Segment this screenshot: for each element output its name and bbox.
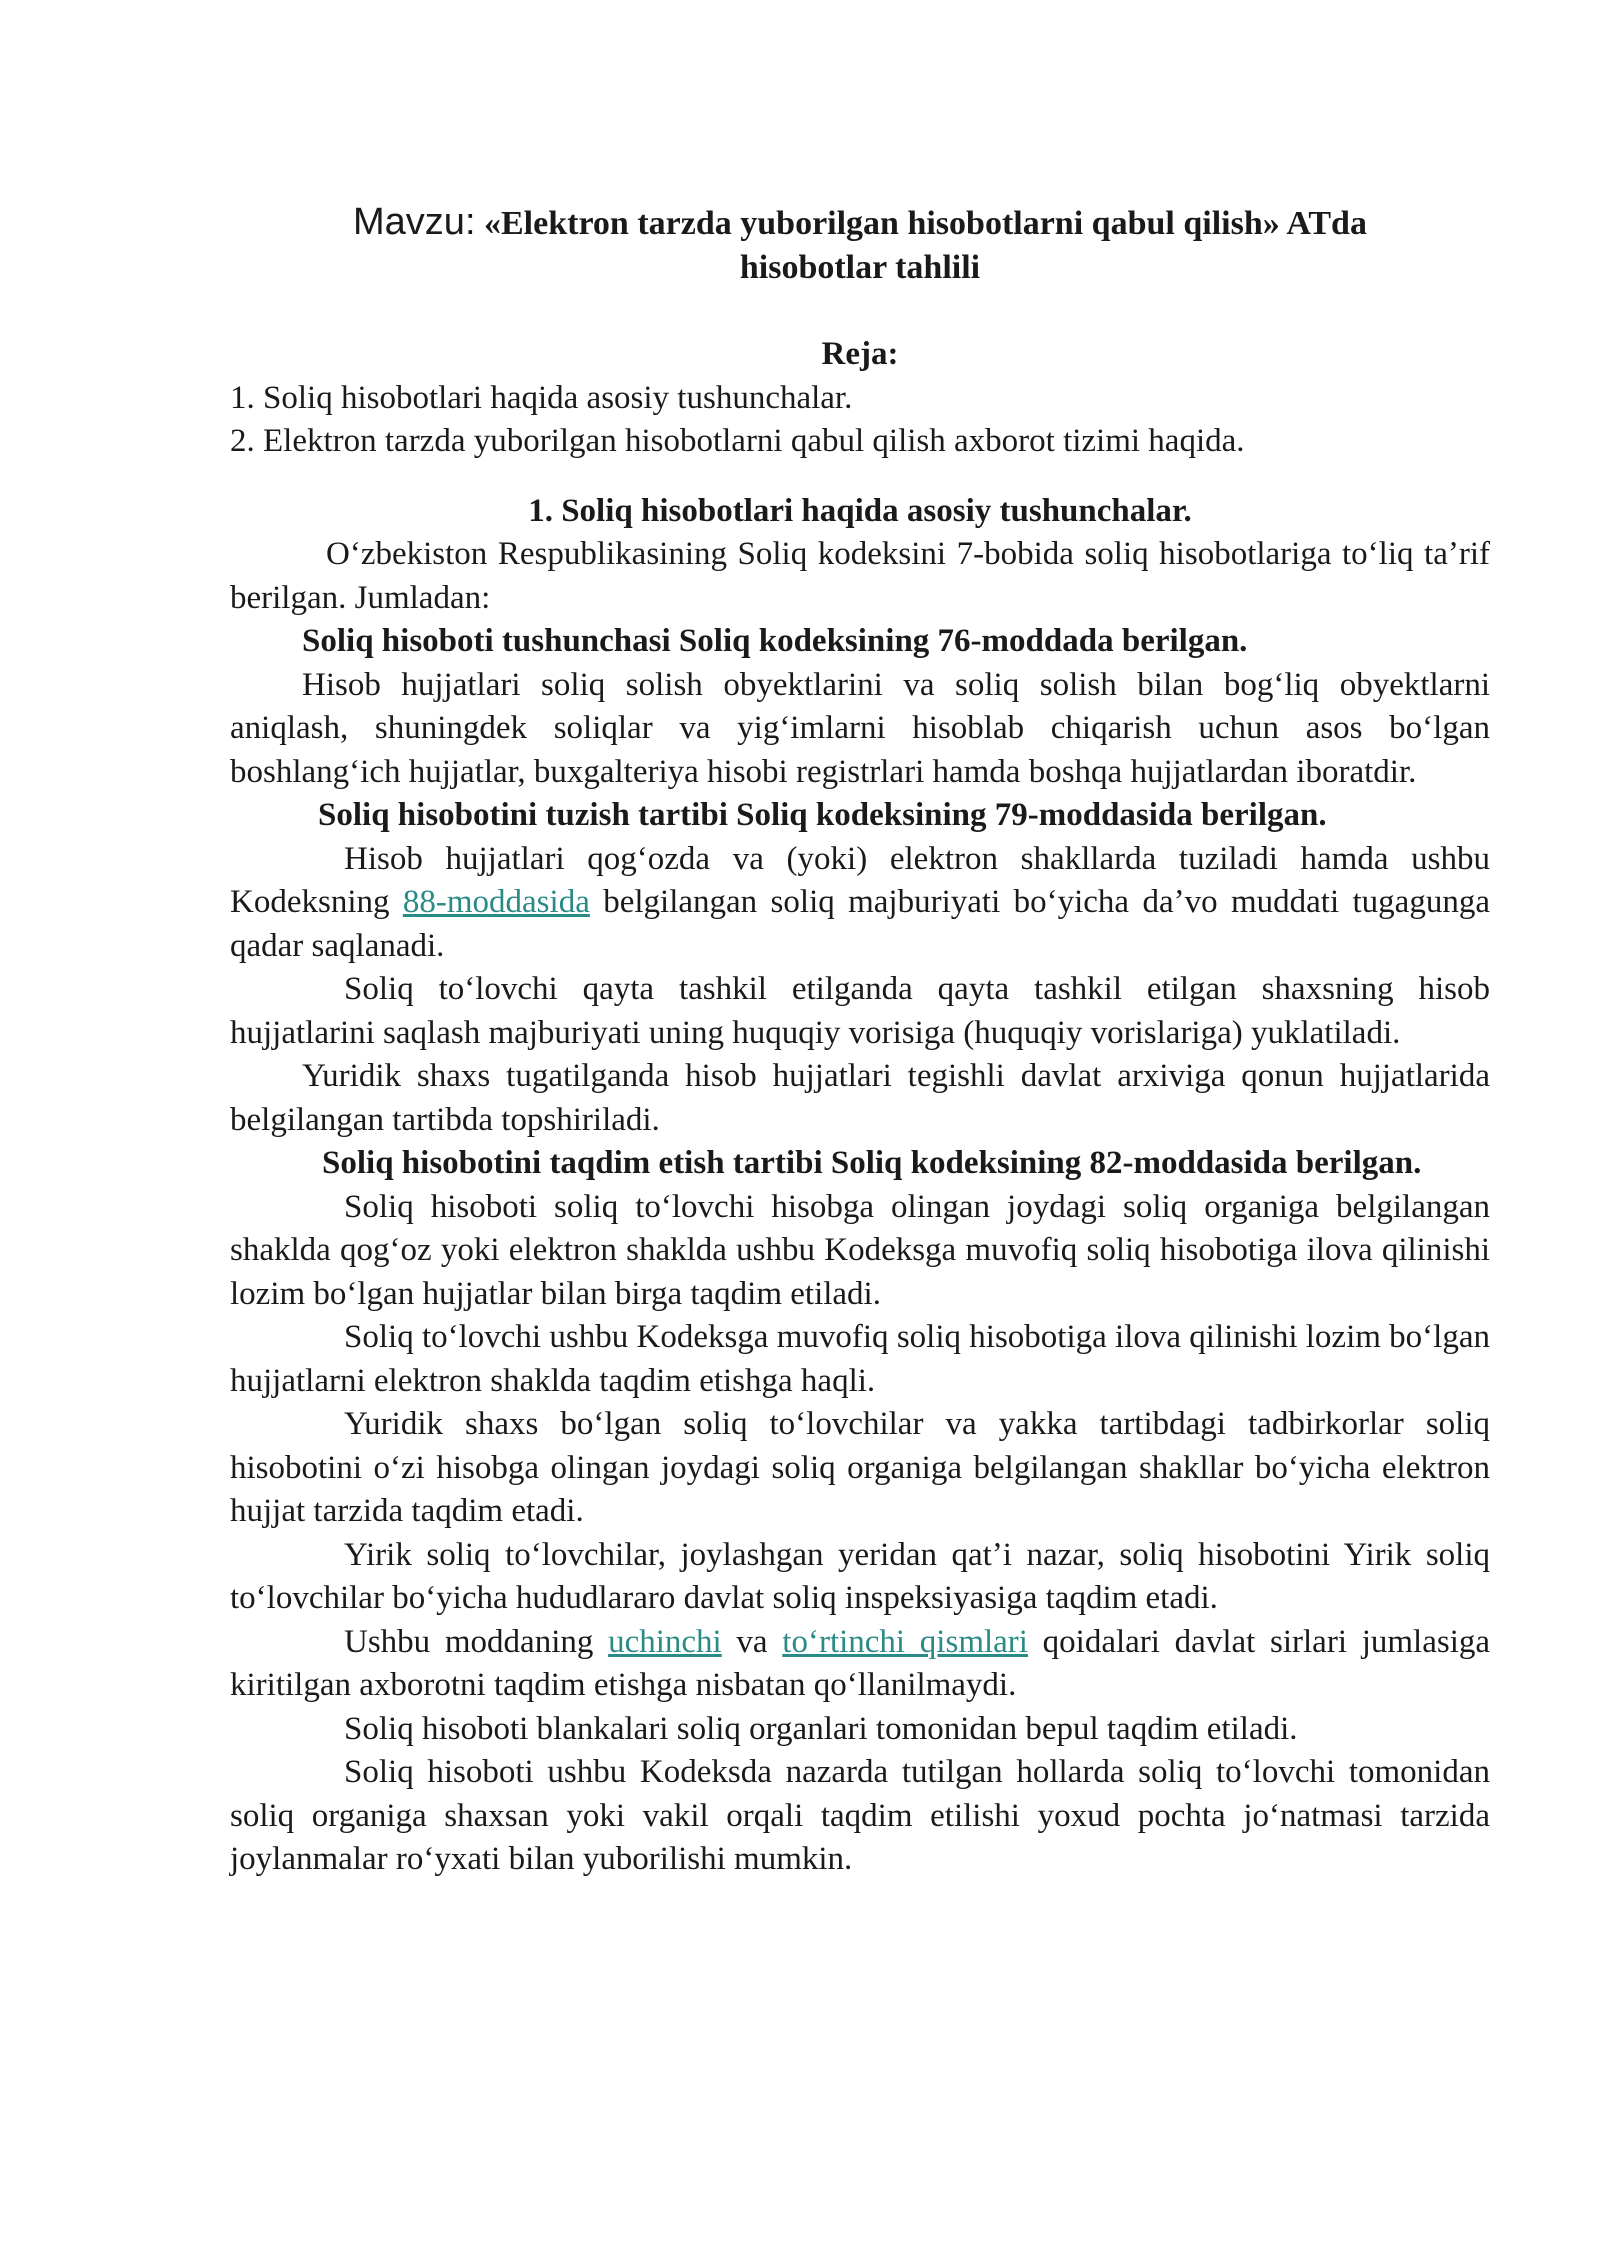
plan-heading: Reja: (821, 336, 899, 372)
document-title (230, 200, 1490, 290)
plan-item-1: 1. Soliq hisobotlari haqida asosiy tushunchalar. (230, 379, 853, 416)
title-main: «Elektron tarzda yuborilgan hisobotlarni qabul qilish» ATda (484, 205, 1367, 242)
subsection-heading-79: Soliq hisobotini tuzish tartibi Soliq kodeksining 79-moddasida berilgan. (318, 797, 1327, 833)
paragraph-qogozda (230, 838, 1490, 969)
plan-item-2: 2. Elektron tarzda yuborilgan hisobotlarni qabul qilish axborot tizimi haqida. (230, 423, 1245, 459)
title-line2: hisobotlar tahlili (739, 249, 981, 286)
title-prefix: Mavzu: (353, 201, 476, 243)
text-fragment: qoidalari davlat sirlari jumlasiga kiritilgan axborotni taqdim etishga nisbatan qoʻllanilmaydi. (230, 1623, 1491, 1703)
spacer (230, 464, 1490, 490)
text-fragment: Ushbu moddaning (344, 1623, 609, 1660)
text-fragment: Hisob hujjatlari qogʻozda va (yoki) elektron shakllarda tuziladi hamda ushbu Kodeksning (230, 840, 1490, 920)
spacer (230, 290, 1490, 333)
paragraph-hisob-hujjatlari: Hisob hujjatlari soliq solish obyektlarini va soliq solish bilan bogʻliq obyektlarni aniqlash, shuningdek soliqlar va yigʻimlarni hisoblab chiqarish uchun asos boʻlgan boshlangʻich hujjatlar, buxgalteriya hisobi registrlari hamda boshqa hujjatlardan iboratdir. (230, 666, 1490, 790)
intro-paragraph: Oʻzbekiston Respublikasining Soliq kodeksini 7-bobida soliq hisobotlariga toʻliq taʼrif berilgan. Jumladan: (230, 536, 1490, 616)
paragraph-yirik: Yirik soliq toʻlovchilar, joylashgan yeridan qatʼi nazar, soliq hisobotini Yirik soliq toʻlovchilar boʻyicha hududlararo davlat soliq inspeksiyasiga taqdim etadi. (230, 1536, 1490, 1616)
paragraph-ilova: Soliq toʻlovchi ushbu Kodeksga muvofiq soliq hisobotiga ilova qilinishi lozim boʻlgan hujjatlarni elektron shaklda taqdim etishga haqli. (230, 1319, 1490, 1399)
paragraph-blankalari: Soliq hisoboti blankalari soliq organlari tomonidan bepul taqdim etiladi. (344, 1710, 1298, 1747)
section-heading: 1. Soliq hisobotlari haqida asosiy tushunchalar. (528, 492, 1192, 529)
paragraph-yuridik-shaxs: Yuridik shaxs boʻlgan soliq toʻlovchilar va yakka tartibdagi tadbirkorlar soliq hisobotini oʻzi hisobga olingan joydagi soliq organiga belgilangan shakllar boʻyicha elektron hujjat tarzida taqdim etadi. (230, 1406, 1490, 1529)
link-uchinchi[interactable]: uchinchi (608, 1623, 722, 1660)
paragraph-qayta-tashkil: Soliq toʻlovchi qayta tashkil etilganda qayta tashkil etilgan shaxsning hisob hujjatlarini saqlash majburiyati uning huquqiy vorisiga (huquqiy vorislariga) yuklatiladi. (230, 971, 1490, 1051)
text-fragment: belgilangan soliq majburiyati boʻyicha daʼvo muddati tugagunga qadar saqlanadi. (230, 884, 1490, 964)
link-88-moddasida[interactable]: 88-moddasida (402, 884, 590, 920)
document-page (230, 200, 1490, 1882)
paragraph-moddaning (230, 1621, 1490, 1708)
paragraph-soliq-hisoboti: Soliq hisoboti soliq toʻlovchi hisobga olingan joydagi soliq organiga belgilangan shaklda qogʻoz yoki elektron shaklda ushbu Kodeksga muvofiq soliq hisobotiga ilova qilinishi lozim boʻlgan hujjatlar bilan birga taqdim etiladi. (230, 1188, 1490, 1312)
text-fragment: va (721, 1623, 783, 1660)
paragraph-pochta: Soliq hisoboti ushbu Kodeksda nazarda tutilgan hollarda soliq toʻlovchi tomonidan soliq organiga shaxsan yoki vakil orqali taqdim etilishi yoxud pochta joʻnatmasi tarzida joylanmalar roʻyxati bilan yuborilishi mumkin. (230, 1754, 1490, 1877)
paragraph-tugatilganda: Yuridik shaxs tugatilganda hisob hujjatlari tegishli davlat arxiviga qonun hujjatlarida belgilangan tartibda topshiriladi. (230, 1058, 1490, 1138)
subsection-heading-76: Soliq hisoboti tushunchasi Soliq kodeksining 76-moddada berilgan. (302, 623, 1248, 659)
subsection-heading-82: Soliq hisobotini taqdim etish tartibi Soliq kodeksining 82-moddasida berilgan. (322, 1145, 1422, 1181)
link-tortinchi-qismlari[interactable]: toʻrtinchi qismlari (782, 1623, 1028, 1660)
